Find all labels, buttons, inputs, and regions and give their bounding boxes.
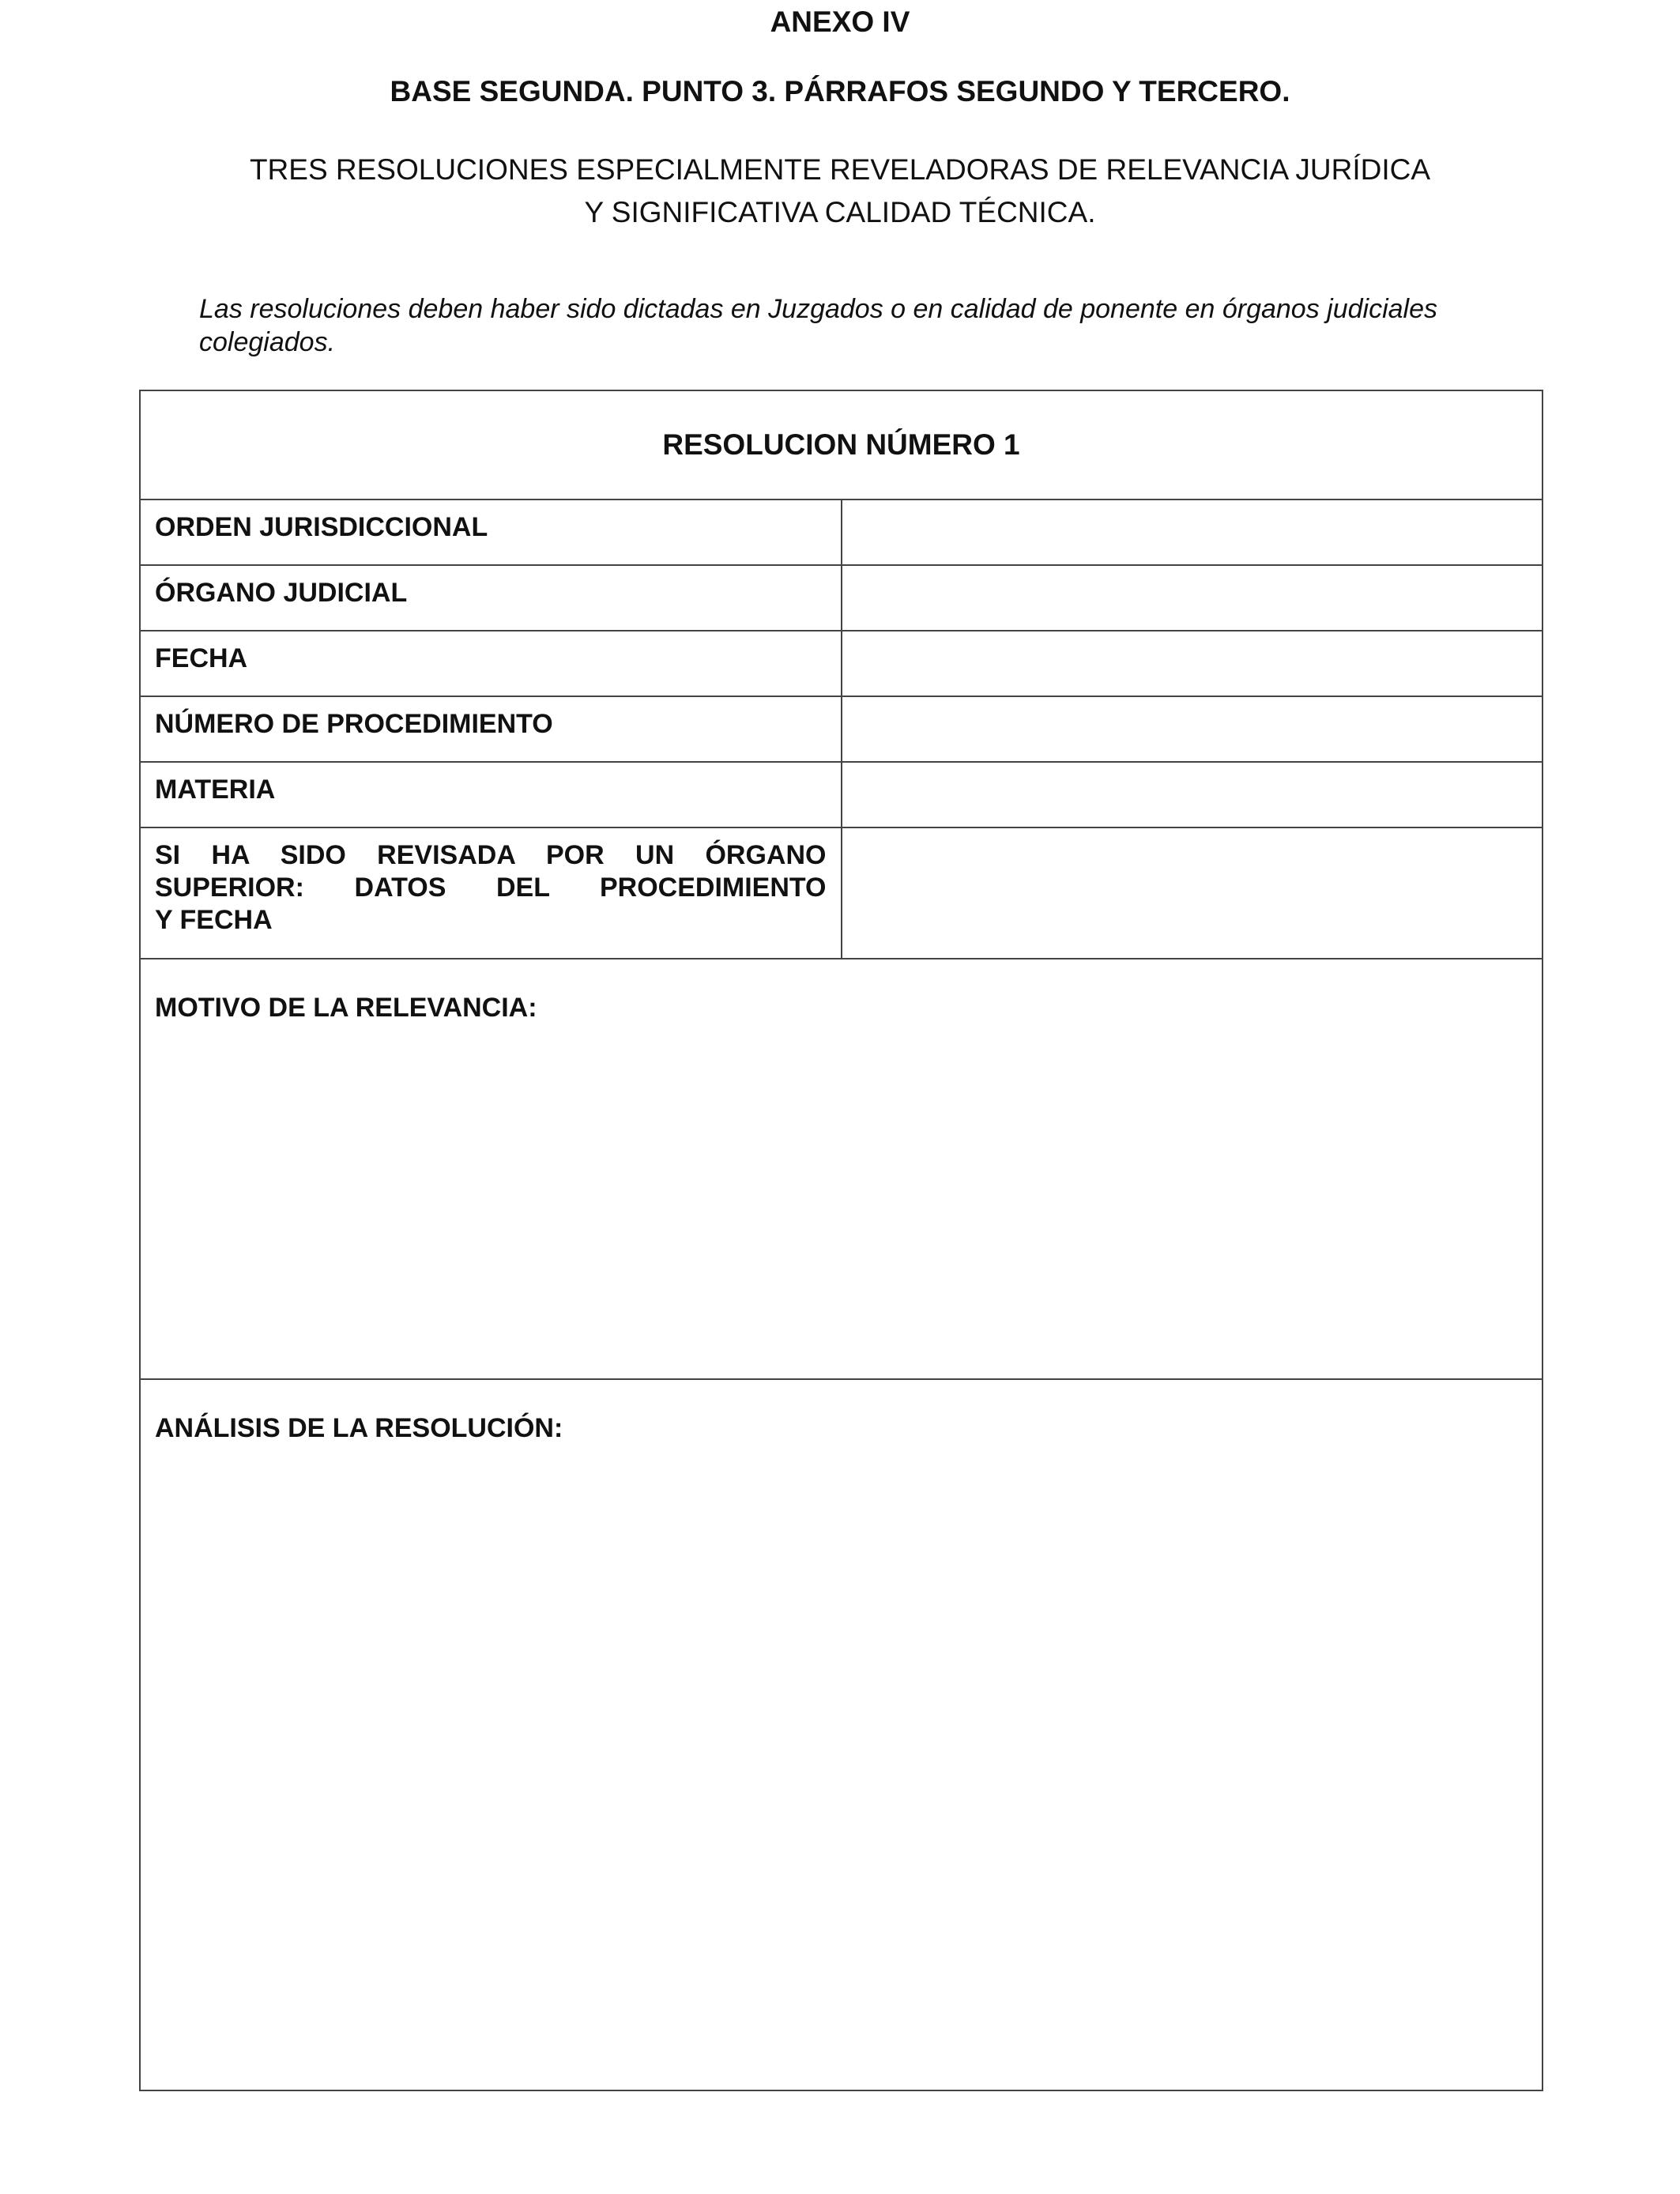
field-value-fecha[interactable] [842, 631, 1543, 696]
field-value-organo-judicial[interactable] [842, 565, 1543, 631]
motivo-relevancia-label: MOTIVO DE LA RELEVANCIA: [155, 993, 537, 1023]
field-value-revisada[interactable] [842, 827, 1543, 959]
form-row-revisada [140, 827, 1543, 959]
form-row-orden [140, 499, 1543, 565]
note-line-1: Las resoluciones deben haber sido dictadas en Juzgados o en calidad de ponente en órganos judiciales [199, 294, 1438, 324]
form-row-organo [140, 565, 1543, 631]
field-label-materia: MATERIA [140, 762, 842, 827]
annex-title: ANEXO IV [770, 6, 910, 38]
form-row-fecha [140, 631, 1543, 696]
revisada-line-1: SI HA SIDO REVISADA POR UN ÓRGANO [155, 840, 827, 870]
analisis-resolucion-section[interactable] [140, 1379, 1543, 2090]
revisada-line-2: SUPERIOR: DATOS DEL PROCEDIMIENTO [155, 873, 827, 903]
form-row-procedimiento [140, 696, 1543, 762]
subtitle-line-2: Y SIGNIFICATIVA CALIDAD TÉCNICA. [584, 196, 1096, 228]
field-label-revisada [140, 827, 842, 959]
analisis-resolucion-label: ANÁLISIS DE LA RESOLUCIÓN: [155, 1413, 563, 1443]
form-title: RESOLUCION NÚMERO 1 [140, 390, 1543, 499]
field-label-orden-jurisdiccional: ORDEN JURISDICCIONAL [140, 499, 842, 565]
form-row-materia [140, 762, 1543, 827]
subtitle-line-1: TRES RESOLUCIONES ESPECIALMENTE REVELADORAS DE RELEVANCIA JURÍDICA [249, 153, 1431, 186]
base-title: BASE SEGUNDA. PUNTO 3. PÁRRAFOS SEGUNDO Y TERCERO. [390, 75, 1290, 107]
field-value-materia[interactable] [842, 762, 1543, 827]
resolution-form-table [139, 390, 1543, 2091]
field-label-fecha: FECHA [140, 631, 842, 696]
form-row-analisis [140, 1379, 1543, 2090]
note-line-2: colegiados. [199, 327, 336, 357]
field-label-organo-judicial: ÓRGANO JUDICIAL [140, 565, 842, 631]
instruction-note [199, 292, 1543, 359]
revisada-line-3: Y FECHA [155, 905, 273, 935]
field-label-numero-procedimiento: NÚMERO DE PROCEDIMIENTO [140, 696, 842, 762]
field-value-orden-jurisdiccional[interactable] [842, 499, 1543, 565]
motivo-relevancia-section[interactable] [140, 959, 1543, 1379]
document-subtitle [0, 149, 1680, 234]
form-row-motivo [140, 959, 1543, 1379]
field-value-numero-procedimiento[interactable] [842, 696, 1543, 762]
